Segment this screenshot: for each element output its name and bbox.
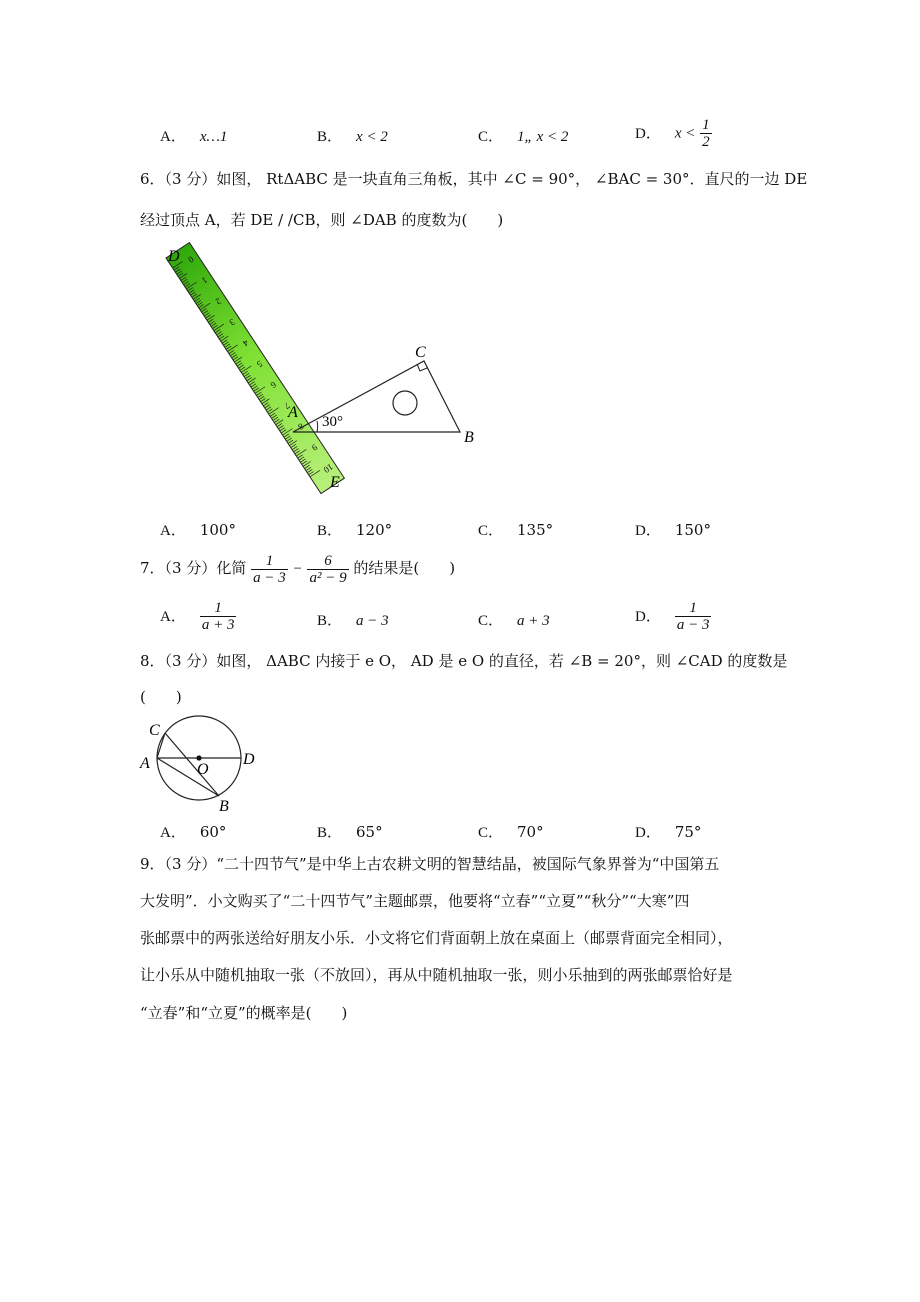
q7-option-c: C． a + 3 [478, 613, 550, 629]
triangle-abc [293, 361, 460, 432]
q7-fraction-1: $\frac{1}{a - 3}$ [253, 552, 286, 586]
q7-option-a-fraction: $\frac{1}{a + 3}$ [201, 600, 235, 633]
q6-line2: 经过顶点 A，若 DE / /CB，则 ∠DAB 的度数为( ) [140, 211, 504, 229]
ruler-body [166, 243, 344, 494]
q7-fraction-2: $\frac{6}{\text{a² − 9}}$ [309, 552, 347, 586]
q6-option-a: A． 100° [160, 521, 236, 539]
ruler-tick-label: 9 [309, 442, 320, 453]
label-e: E [330, 474, 340, 491]
label-angle-30: 30° [322, 414, 343, 430]
q8-option-d: D． 75° [635, 823, 702, 841]
q9-line5: “立春”和“立夏”的概率是( ) [140, 1004, 348, 1022]
q6-option-d: D． 150° [635, 521, 711, 539]
ruler-tick-label: 10 [321, 461, 335, 476]
label-o: O [197, 761, 209, 778]
q6-line1: 6．（3 分）如图， RtΔABC 是一块直角三角板，其中 ∠C = 90°， ∠BAC = 30°．直尺的一边 DE [140, 170, 808, 188]
label-d: D [243, 751, 255, 768]
ruler-tick-label: 3 [227, 316, 237, 328]
q8-option-b: B． 65° [317, 823, 383, 841]
ruler-tick-label: 8 [296, 421, 306, 433]
ruler-tick-label: 0 [186, 254, 196, 265]
q7-option-d-fraction: $\frac{1}{a - 3}$ [676, 600, 710, 633]
label-a: A [140, 755, 150, 772]
label-b: B [219, 798, 229, 815]
ruler-tick-label: 1 [200, 275, 210, 286]
ruler-tick-label: 4 [241, 337, 251, 349]
chord-cb [165, 733, 219, 796]
ruler-tick-label: 5 [255, 358, 265, 370]
angle-arc [317, 421, 318, 432]
q8-figure [135, 712, 265, 817]
q6-figure [130, 240, 490, 510]
triangle-hole [393, 391, 417, 415]
q7-option-b: B． a − 3 [317, 613, 389, 629]
q8-option-c: C． 70° [478, 823, 544, 841]
q5-option-b: B． x < 2 [317, 129, 388, 145]
q5-option-d-fraction: $\frac{1}{2}$ [702, 117, 710, 150]
chord-ab [157, 758, 219, 796]
ruler-tick-label: 6 [268, 379, 279, 391]
q5-option-a: A． x…1 [160, 129, 228, 145]
center-point [196, 755, 201, 760]
ruler [166, 243, 344, 494]
q9-line2: 大发明”．小文购买了“二十四节气”主题邮票，他要将“立春”“立夏”“秋分”“大寒”四 [140, 892, 690, 910]
q8-line2: ( ) [140, 688, 182, 706]
q7-question: 7．（3 分）化简 $\frac{1}{a - 3}$ − $\frac{6}{\text{a² − 9}}$ 的结果是( ) [140, 552, 456, 586]
q8-options [160, 821, 800, 849]
q6-option-c: C． 135° [478, 521, 554, 539]
q7-option-d: D． $\frac{1}{a - 3}$ [635, 600, 710, 633]
q5-option-d: D． x < $\frac{1}{2}$ [635, 117, 710, 150]
label-c: C [149, 722, 160, 739]
label-d: D [168, 248, 180, 265]
q7-options [160, 600, 800, 640]
q8-option-a: A． 60° [160, 823, 227, 841]
q8-line1: 8．（3 分）如图， ΔABC 内接于 e O， AD 是 e O 的直径，若 ∠B = 20°，则 ∠CAD 的度数是 [140, 652, 788, 670]
q5-option-c: C． 1„ x < 2 [478, 129, 569, 145]
q9-line4: 让小乐从中随机抽取一张（不放回），再从中随机抽取一张，则小乐抽到的两张邮票恰好是 [140, 966, 733, 984]
q5-options [160, 117, 800, 153]
label-a: A [288, 404, 298, 421]
ruler-tick-label: 7 [282, 400, 292, 412]
q6-options [160, 519, 800, 547]
q9-line1: 9．（3 分）“二十四节气”是中华上古农耕文明的智慧结晶，被国际气象界誉为“中国第五 [140, 855, 720, 873]
label-b: B [464, 429, 474, 446]
q6-option-b: B． 120° [317, 521, 393, 539]
ruler-tick-label: 2 [213, 295, 224, 307]
q7-option-a: A． $\frac{1}{a + 3}$ [160, 600, 235, 633]
q9-line3: 张邮票中的两张送给好朋友小乐．小文将它们背面朝上放在桌面上（邮票背面完全相同）， [140, 929, 733, 947]
label-c: C [415, 344, 426, 361]
